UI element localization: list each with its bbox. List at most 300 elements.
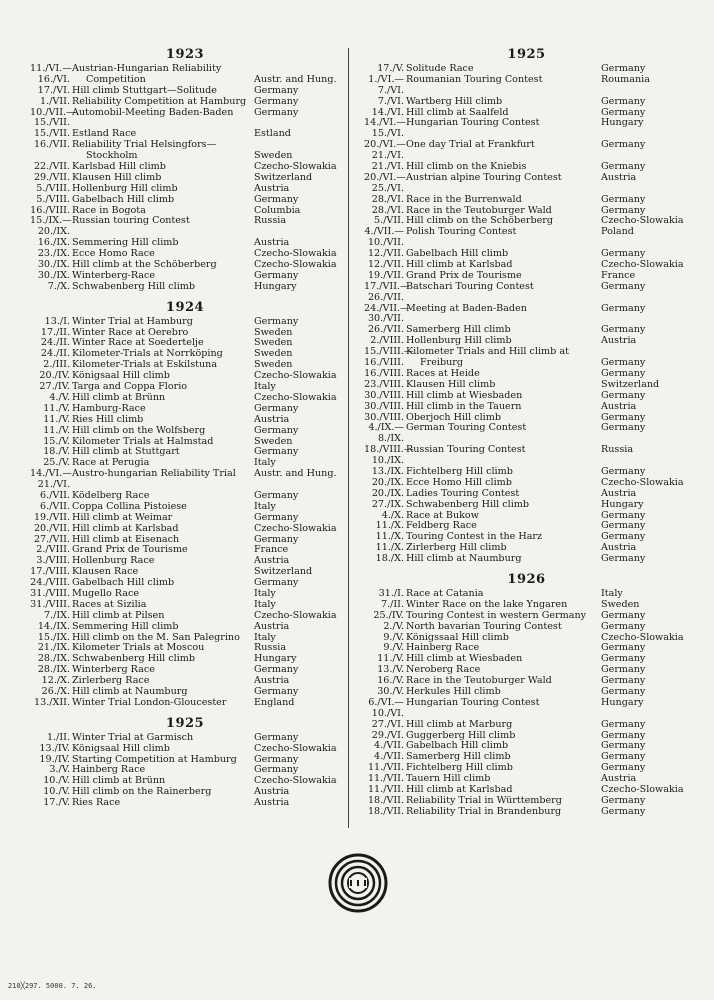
event-date: 10./VI. <box>371 707 404 719</box>
event-name: Russian Touring Contest <box>406 445 526 456</box>
event-name: Königsaal Hill climb <box>72 743 170 754</box>
event-row <box>30 173 340 184</box>
event-country: England <box>254 696 295 708</box>
event-date: 15./VII. <box>33 128 70 140</box>
event-row <box>30 787 340 798</box>
event-date: 27./VII. <box>33 533 70 545</box>
event-name: Touring Contest in the Harz <box>406 532 543 543</box>
event-row <box>364 260 689 271</box>
event-date: 14./VI. <box>371 106 404 118</box>
event-date: 21./IX. <box>37 642 70 654</box>
event-name: Race at Catania <box>406 588 484 599</box>
event-country: Germany <box>254 533 299 545</box>
event-name: Klausen Hill climb <box>72 172 162 183</box>
event-name: Race at Bukow <box>406 510 479 521</box>
event-row <box>30 140 340 151</box>
event-name: Hill climb at Eisenach <box>72 534 180 545</box>
event-date: 11./X. <box>375 520 404 532</box>
event-date: 1./II. <box>46 731 70 743</box>
event-name <box>404 434 601 445</box>
event-date: 23./VIII. <box>364 378 404 390</box>
circular-emblem-icon <box>328 853 388 913</box>
event-name: Hainberg Race <box>406 643 480 654</box>
event-name: Karlsbad Hill climb <box>72 162 166 173</box>
event-date: 15./VIII.— <box>364 346 414 358</box>
event-row <box>30 524 340 535</box>
event-row <box>30 513 340 524</box>
event-name: Reliability Trial Helsingfors— <box>72 140 217 151</box>
event-country: Germany <box>601 740 646 752</box>
event-country: Czecho-Slowakia <box>254 742 337 754</box>
event-country: Germany <box>601 805 646 817</box>
event-date: 11./VII. <box>367 784 404 795</box>
event-date: 11./VII. <box>367 762 404 774</box>
event-country: Switzerland <box>254 171 313 183</box>
event-country: Germany <box>601 422 646 434</box>
event-name: Gabelbach Hill climb <box>72 578 175 589</box>
event-country: Austr. and Hung. <box>254 73 337 85</box>
event-name: Race in the Teutoburger Wald <box>406 676 552 687</box>
event-row <box>30 545 340 556</box>
event-name <box>404 314 601 325</box>
print-code: 210╳297. 5000. 7. 26. <box>8 982 97 990</box>
event-row <box>30 469 340 480</box>
event-name <box>404 456 601 467</box>
event-name: Fichtelberg Hill climb <box>406 763 513 774</box>
event-country: Germany <box>601 465 646 477</box>
event-country: Sweden <box>254 359 293 371</box>
event-country: Germany <box>601 520 646 532</box>
event-date: 28./IX. <box>37 653 70 665</box>
event-row <box>30 97 340 108</box>
event-date: 30./VIII. <box>364 411 404 423</box>
event-country: Germany <box>601 357 646 369</box>
event-name: Hill climb at Wiesbaden <box>406 654 523 665</box>
event-country: Switzerland <box>254 566 313 578</box>
event-country: Germany <box>254 269 299 281</box>
event-date: 7./VI. <box>377 84 404 96</box>
event-name: Hill climb on the M. San Palegrino <box>72 632 240 643</box>
event-country: Germany <box>601 553 646 565</box>
event-date: 28./VI. <box>371 204 404 216</box>
event-date: 26./VII. <box>367 324 404 336</box>
event-row <box>30 195 340 206</box>
event-name: Race at Perugia <box>72 458 150 469</box>
event-date: 30./V. <box>377 685 404 697</box>
event-country: Austria <box>254 555 290 567</box>
event-country: Russia <box>254 215 287 227</box>
event-country: Austria <box>254 675 290 687</box>
event-country: Germany <box>601 642 646 654</box>
event-country: Germany <box>601 302 646 314</box>
event-date: 17./V. <box>377 63 404 74</box>
event-row <box>364 720 689 731</box>
event-country: Austria <box>601 773 637 785</box>
event-name: Grand Prix de Tourisme <box>406 270 522 281</box>
event-date: 20./IX. <box>371 487 404 499</box>
event-row <box>30 578 340 589</box>
event-row <box>30 633 340 644</box>
event-date: 30./IX. <box>37 269 70 281</box>
event-name: Race in the Teutoburger Wald <box>406 205 552 216</box>
event-date: 29./VII. <box>33 171 70 183</box>
event-country: Austr. and Hung. <box>254 468 337 480</box>
event-row <box>364 282 689 293</box>
event-date: 5./VII. <box>374 215 404 227</box>
event-date: 16./VIII. <box>364 357 404 369</box>
event-country: France <box>254 544 289 556</box>
event-date: 1./VI.— <box>368 73 404 85</box>
event-date: 25./V. <box>43 457 70 469</box>
event-date: 13./I. <box>44 315 70 327</box>
event-name: Guggerberg Hill climb <box>406 730 516 741</box>
event-country: Germany <box>601 718 646 730</box>
event-country: Germany <box>254 106 299 118</box>
event-date: 23./IX. <box>37 248 70 260</box>
event-name: Hill climb at Saalfeld <box>406 107 509 118</box>
event-date: 14./VI.— <box>364 117 406 129</box>
event-country: Hungary <box>254 280 297 292</box>
event-name: Zirlerberg Race <box>72 676 150 687</box>
event-date: 11./VII. <box>367 773 404 785</box>
event-date: 30./VIII. <box>364 389 404 401</box>
event-row <box>364 698 689 709</box>
event-date: 3./VIII. <box>36 555 70 567</box>
event-name <box>70 480 254 491</box>
event-name: Hill climb on the Wolfsberg <box>72 425 206 436</box>
event-country: Czecho-Slowakia <box>601 476 684 488</box>
event-row <box>30 491 340 502</box>
event-date: 11./X. <box>375 542 404 554</box>
event-date: 11./V. <box>43 424 70 436</box>
event-name: Winter Race at Soedertelje <box>72 338 204 349</box>
event-name: Hill climb at Karlsbad <box>406 260 513 271</box>
event-country: France <box>601 269 636 281</box>
year-heading: 1926 <box>507 571 546 587</box>
event-row <box>30 426 340 437</box>
event-country: Czecho-Slowakia <box>254 522 337 534</box>
event-name: Polish Touring Contest <box>406 227 517 238</box>
event-country: Germany <box>601 248 646 260</box>
event-country: Sweden <box>254 326 293 338</box>
event-country: Italy <box>254 500 276 512</box>
event-country: Austria <box>601 487 637 499</box>
event-date: 16./VIII. <box>364 367 404 379</box>
event-date: 19./IV. <box>39 753 70 765</box>
event-name: Oberjoch Hill climb <box>406 412 501 423</box>
event-date: 21./VI. <box>37 479 70 491</box>
event-country: Italy <box>254 631 276 643</box>
event-date: 15./VI. <box>371 128 404 140</box>
event-date: 28./IX. <box>37 664 70 676</box>
event-country: Hungary <box>601 117 644 129</box>
event-date: 11./V. <box>43 402 70 414</box>
event-date: 25./VI. <box>371 182 404 194</box>
year-heading: 1925 <box>165 715 205 731</box>
event-country: Russia <box>254 642 287 654</box>
event-country: Germany <box>601 193 646 205</box>
event-date: 19./VII. <box>367 269 404 281</box>
event-country: Germany <box>601 389 646 401</box>
event-row <box>364 325 689 336</box>
event-date: 16./VIII. <box>30 204 70 216</box>
event-date: 16./V. <box>377 675 404 687</box>
event-date: 26./VII. <box>367 291 404 303</box>
event-date: 2./VIII. <box>370 335 404 347</box>
event-date: 13./V. <box>377 664 404 676</box>
event-country: Germany <box>601 280 646 292</box>
event-row <box>30 216 340 227</box>
event-country: Germany <box>601 729 646 741</box>
event-name: Winter Trial at Hamburg <box>72 316 193 327</box>
event-name: Automobil-Meeting Baden-Baden <box>72 107 234 118</box>
event-date: 10./V. <box>43 775 70 787</box>
event-name: Ries Hill climb <box>72 414 144 425</box>
event-country: Germany <box>601 675 646 687</box>
event-row <box>364 611 689 622</box>
event-country: Germany <box>254 402 299 414</box>
event-country: Germany <box>601 509 646 521</box>
event-row <box>30 371 340 382</box>
event-name: Hill climb at Naumburg <box>72 686 188 697</box>
event-date: 18./VIII.— <box>364 444 414 456</box>
event-name: One day Trial at Frankfurt <box>406 140 535 151</box>
event-row <box>364 589 689 600</box>
event-row <box>364 216 689 227</box>
event-country: Germany <box>601 664 646 676</box>
event-country: Germany <box>254 511 299 523</box>
event-name: Hamburg-Race <box>72 403 146 414</box>
event-name: Races at Sizilia <box>72 599 147 610</box>
event-name: Race in Bogota <box>72 205 146 216</box>
event-name: Winterberg-Race <box>72 270 156 281</box>
column-divider <box>348 48 349 828</box>
event-row <box>30 744 340 755</box>
event-date: 8./IX. <box>377 433 404 445</box>
event-date: 7./II. <box>380 598 404 610</box>
event-country: Austria <box>254 620 290 632</box>
event-name: Ecce Homo Hill climb <box>406 477 512 488</box>
event-country: Italy <box>254 457 276 469</box>
event-name: Hill climb at Stuttgart <box>72 447 180 458</box>
event-name: Kilometer Trials at Halmstad <box>72 436 214 447</box>
event-date: 10./VII. <box>367 237 404 249</box>
event-name: Roumanian Touring Contest <box>406 74 543 85</box>
event-date: 11./VI.— <box>30 63 72 74</box>
event-row <box>364 445 689 456</box>
event-date: 20./VI.— <box>364 139 406 151</box>
event-name: Ecce Homo Race <box>72 249 155 260</box>
event-row <box>364 195 689 206</box>
event-date: 16./IX. <box>37 237 70 249</box>
event-country: Germany <box>601 367 646 379</box>
event-name: Tauern Hill climb <box>406 774 491 785</box>
event-date: 16./VII. <box>33 139 70 151</box>
event-name: Coppa Collina Pistoiese <box>72 501 187 512</box>
event-name: Races at Heide <box>406 368 480 379</box>
event-date: 10./VII.— <box>30 106 76 118</box>
event-date: 7./X. <box>47 280 70 292</box>
event-date: 4./VII. <box>374 751 404 763</box>
event-name: Kilometer Trials at Moscou <box>72 643 205 654</box>
event-country: Germany <box>601 95 646 107</box>
event-country: Austria <box>254 413 290 425</box>
event-row <box>30 622 340 633</box>
event-country: Germany <box>601 794 646 806</box>
event-row <box>30 611 340 622</box>
event-date: 29./VI. <box>371 729 404 741</box>
event-name: Reliability Trial in Württemberg <box>406 795 562 806</box>
event-name: Batschari Touring Contest <box>406 281 534 292</box>
event-row <box>30 282 340 293</box>
event-name <box>404 238 601 249</box>
event-name: Touring Contest in western Germany <box>406 610 587 621</box>
event-name: Hill climb at Wiesbaden <box>406 390 523 401</box>
event-name <box>404 709 601 720</box>
event-country: Austria <box>254 182 290 194</box>
event-name <box>404 184 601 195</box>
event-name: Winter Trial at Garmisch <box>72 732 194 743</box>
event-date: 15./IX.— <box>30 215 72 227</box>
event-country: Italy <box>254 598 276 610</box>
event-name: Estland Race <box>72 129 137 140</box>
event-date: 17./VII.— <box>364 280 410 292</box>
event-row <box>364 423 689 434</box>
event-name: Ladies Touring Contest <box>406 488 520 499</box>
event-date: 30./IX. <box>37 259 70 271</box>
event-country: Germany <box>601 106 646 118</box>
event-date: 6./VII. <box>40 489 70 501</box>
event-country: Sweden <box>254 337 293 349</box>
event-date: 13./IX. <box>371 465 404 477</box>
event-name: Winter Race at Oerebro <box>72 327 189 338</box>
event-date: 13./IV. <box>39 742 70 754</box>
event-date: 14./VI.— <box>30 468 72 480</box>
event-row <box>30 227 340 238</box>
event-date: 7./IX. <box>43 609 70 621</box>
event-row <box>30 349 340 360</box>
event-country: Germany <box>254 764 299 776</box>
event-name: Meeting at Baden-Baden <box>406 303 527 314</box>
event-country: Germany <box>254 731 299 743</box>
event-row <box>30 698 340 709</box>
event-name: Winterberg Race <box>72 665 155 676</box>
event-row <box>364 293 689 304</box>
event-country: Sweden <box>254 435 293 447</box>
event-row <box>30 447 340 458</box>
event-date: 4./IX.— <box>368 422 404 434</box>
event-date: 15./V. <box>43 435 70 447</box>
event-name: Herkules Hill climb <box>406 686 501 697</box>
event-row <box>364 622 689 633</box>
event-name: Hill climb at Brünn <box>72 776 166 787</box>
event-country: Germany <box>254 664 299 676</box>
event-row <box>364 500 689 511</box>
event-country: Germany <box>601 411 646 423</box>
event-date: 12./VII. <box>367 248 404 260</box>
event-country: Czecho-Slowakia <box>254 259 337 271</box>
event-date: 12./VII. <box>367 259 404 271</box>
event-name: Samerberg Hill climb <box>406 752 511 763</box>
event-row <box>364 402 689 413</box>
event-name: Winter Race on the lake Yngaren <box>406 599 568 610</box>
event-row <box>30 129 340 140</box>
event-name: Gabelbach Hill climb <box>406 249 509 260</box>
event-date: 17./II. <box>40 326 70 338</box>
event-date: 1./VII. <box>40 95 70 107</box>
event-country: Russia <box>601 444 634 456</box>
event-name: Samerberg Hill climb <box>406 325 511 336</box>
event-row <box>30 535 340 546</box>
event-name <box>404 129 601 140</box>
event-row <box>364 173 689 184</box>
event-row <box>30 206 340 217</box>
event-country: Germany <box>254 577 299 589</box>
event-date: 5./VIII. <box>36 193 70 205</box>
event-row <box>364 489 689 500</box>
event-name: Hill climb in the Tauern <box>406 401 522 412</box>
event-name: Hill climb at the Schöberberg <box>72 260 217 271</box>
event-country: Hungary <box>254 653 297 665</box>
event-date: 18./VII. <box>367 805 404 817</box>
event-name: Solitude Race <box>406 64 474 74</box>
event-row <box>30 415 340 426</box>
event-country: Germany <box>254 84 299 96</box>
event-name: German Touring Contest <box>406 423 527 434</box>
event-name: Freiburg <box>420 358 464 369</box>
event-date: 17./V. <box>43 797 70 809</box>
event-date: 28./VI. <box>371 193 404 205</box>
event-country: Germany <box>601 63 646 74</box>
event-name: Hill climb on the Schöberberg <box>406 216 554 227</box>
event-date: 30./VIII. <box>364 400 404 412</box>
event-row <box>364 162 689 173</box>
event-date: 27./IV. <box>39 381 70 393</box>
event-country: Germany <box>254 424 299 436</box>
event-date: 11./X. <box>375 531 404 543</box>
event-country: Germany <box>254 753 299 765</box>
event-date: 9./V. <box>383 642 404 654</box>
event-country: Austria <box>254 237 290 249</box>
event-country: Austria <box>601 400 637 412</box>
event-date: 20./IV. <box>39 370 70 382</box>
event-name: Russian touring Contest <box>72 216 190 227</box>
event-date: 24./II. <box>40 337 70 349</box>
event-date: 5./VIII. <box>36 182 70 194</box>
event-name: Hill climb at Karlsbad <box>72 523 179 534</box>
event-date: 31./VIII. <box>30 587 70 599</box>
event-name: Semmering Hill climb <box>72 238 179 249</box>
event-country: Germany <box>601 762 646 774</box>
event-name: Hainberg Race <box>72 765 146 776</box>
event-name: Austrian-Hungarian Reliability <box>72 64 222 74</box>
event-country: Germany <box>601 204 646 216</box>
event-date: 14./IX. <box>37 620 70 632</box>
event-name: Hill climb at Marburg <box>406 719 513 730</box>
event-country: Italy <box>254 381 276 393</box>
event-date: 31./VIII. <box>30 598 70 610</box>
event-name: Hungarian Touring Contest <box>406 118 540 129</box>
event-date: 2./V. <box>383 620 404 632</box>
event-date: 17./VI. <box>37 84 70 96</box>
event-name: Reliability Competition at Hamburg <box>72 96 247 107</box>
event-country: Poland <box>601 226 634 238</box>
event-name: Gabelbach Hill climb <box>72 194 175 205</box>
event-country <box>601 293 689 304</box>
event-country: Czecho-Slowakia <box>601 215 684 227</box>
event-date: 21./VI. <box>371 161 404 173</box>
event-row <box>30 118 340 129</box>
